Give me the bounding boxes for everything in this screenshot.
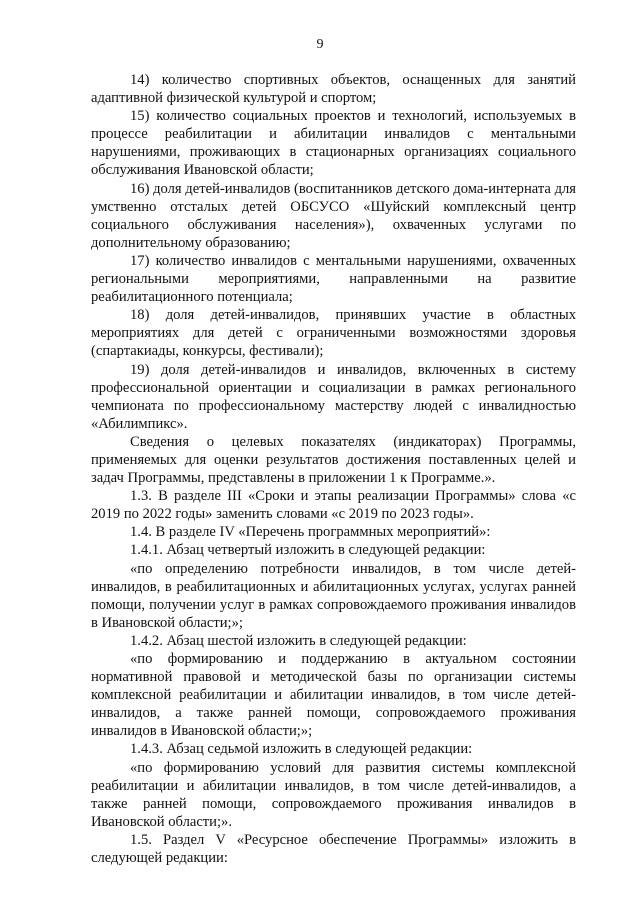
clause-1-5-paragraph: 1.5. Раздел V «Ресурсное обеспечение Программы» изложить в следующей редакции: [91,831,576,867]
clause-1-4-3-text-paragraph: «по формированию условий для развития системы комплексной реабилитации и абилитации инвалидов, в том числе детей-инвалидов, а также ранней помощи, сопровождаемого проживания инвалидов в Ивановской области;». [91,759,576,830]
item-18-paragraph: 18) доля детей-инвалидов, принявших участие в областных мероприятиях для детей с ограниченными возможностями здоровья (спартакиады, конкурсы, фестивали); [91,307,576,360]
indicators-info-paragraph: Сведения о целевых показателях (индикаторах) Программы, применяемых для оценки результатов достижения поставленных целей и задач Программы, представлены в приложении 1 к Программе.». [91,433,576,487]
clause-1-4-paragraph: 1.4. В разделе IV «Перечень программных мероприятий»: [130,524,491,541]
clause-1-4-2-text-paragraph: «по формированию и поддержанию в актуальном состоянии нормативной правовой и методической базы по организации системы комплексной реабилитации и абилитации инвалидов, в том числе детей-инвалидов, а также ранней помощи, сопровождаемого проживания инвалидов в Ивановской области;»; [91,651,576,740]
clause-1-4-2-paragraph: 1.4.2. Абзац шестой изложить в следующей редакции: [130,632,467,649]
item-15-paragraph: 15) количество социальных проектов и технологий, используемых в процессе реабилитации и абилитации инвалидов с ментальными нарушениями, проживающих в стационарных организациях социального обслуживания Ивановской области; [91,108,576,179]
page-number: 9 [316,37,324,52]
item-19-paragraph: 19) доля детей-инвалидов и инвалидов, включенных в систему профессиональной ориентации и социализации в рамках регионального чемпионата по профессиональному мастерству людей с инвалидностью «Абилимпикс». [91,361,576,432]
item-14-paragraph: 14) количество спортивных объектов, оснащенных для занятий адаптивной физической культурой и спортом; [91,72,576,107]
clause-1-4-1-paragraph: 1.4.1. Абзац четвертый изложить в следующей редакции: [130,542,486,559]
clause-1-4-3-paragraph: 1.4.3. Абзац седьмой изложить в следующей редакции: [130,741,473,758]
body-text [91,71,576,867]
clause-1-4-1-text-paragraph: «по определению потребности инвалидов, в том числе детей-инвалидов, в реабилитационных и абилитационных услугах, услугах ранней помощи, получении услуг в рамках сопровождаемого проживания инвалидов в Ивановской области;»; [91,560,576,631]
item-17-paragraph: 17) количество инвалидов с ментальными нарушениями, охваченных региональными мероприятиями, направленными на развитие реабилитационного потенциала; [91,252,576,306]
clause-1-3-paragraph: 1.3. В разделе III «Сроки и этапы реализации Программы» слова «с 2019 по 2022 годы» заменить словами «с 2019 по 2023 годы». [91,488,576,523]
item-16-paragraph: 16) доля детей-инвалидов (воспитанников детского дома-интерната для умственно отсталых детей ОБСУСО «Шуйский комплексный центр социального обслуживания населения»), охваченных услугами по дополнительному образованию; [91,180,576,251]
